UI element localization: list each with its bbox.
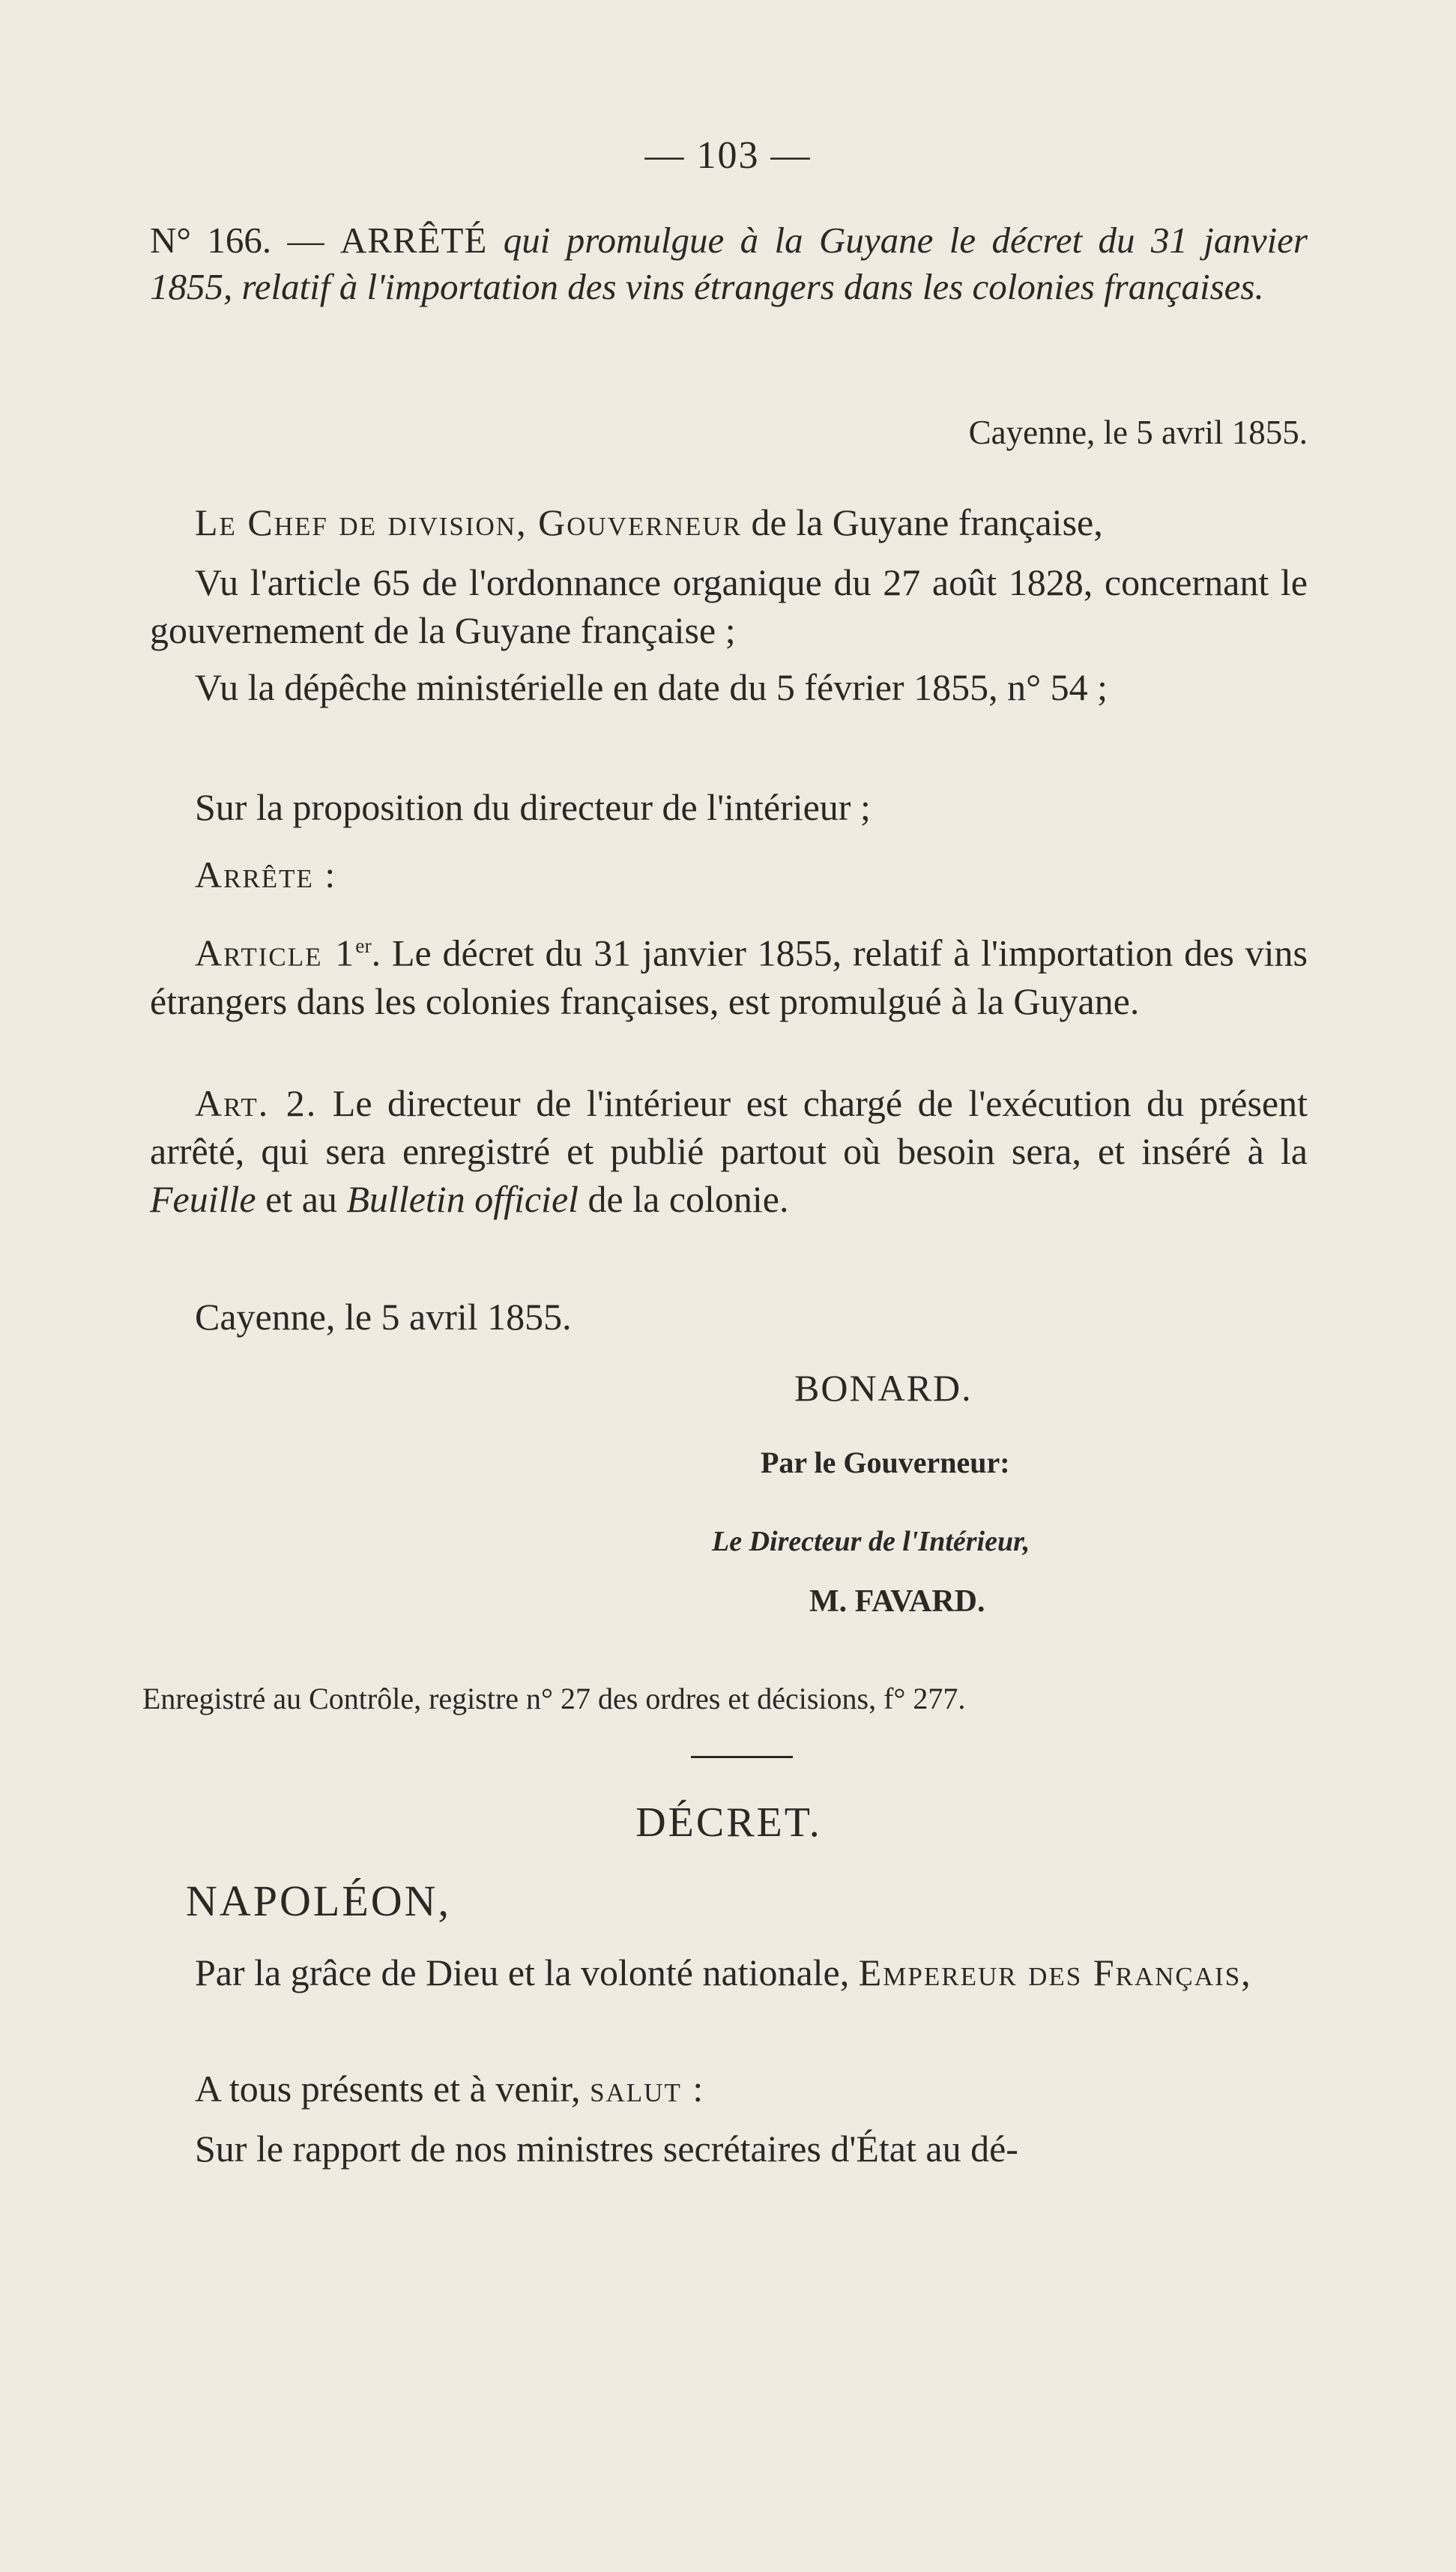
arrete-label: Arrête : (195, 854, 337, 896)
signature-bonard: BONARD. (794, 1367, 973, 1409)
closing-date: Cayenne, le 5 avril 1855. (195, 1296, 572, 1338)
article-2-text-a: Le directeur de l'intérieur est chargé de l'exécution du présent arrêté, qui sera enregistré et publié partout où besoin sera, et inséré à la (150, 1082, 1308, 1172)
par-le-gouverneur: Par le Gouverneur: (761, 1446, 1010, 1479)
empereur-title: Empereur des Français, (858, 1951, 1252, 1993)
article-1-label: Article 1 (195, 932, 356, 974)
par-la-grace-text: Par la grâce de Dieu et la volonté nationale, (195, 1951, 850, 1993)
place-date: Cayenne, le 5 avril 1855. (968, 414, 1308, 451)
title-text: qui promulgue à la Guyane le décret du 31 janvier 1855, relatif à l'importation des vins étrangers dans les colonies françaises. (150, 220, 1308, 307)
article-1-sup: er (355, 934, 372, 957)
vu-depeche: Vu la dépêche ministérielle en date du 5 février 1855, n° 54 ; (195, 666, 1108, 708)
preamble-rest: de la Guyane française, (751, 501, 1103, 543)
section-divider (691, 1756, 793, 1758)
preamble-title: Le Chef de division, Gouverneur (195, 501, 743, 543)
vu-ordonnance: Vu l'article 65 de l'ordonnance organique du 27 août 1828, concernant le gouvernement de la Guyane française ; (150, 561, 1308, 651)
title-number: N° 166. — (150, 220, 324, 261)
salut-word: salut : (590, 2068, 705, 2110)
title-arrete: ARRÊTÉ (339, 220, 488, 261)
directeur-name: M. FAVARD. (809, 1584, 985, 1619)
article-2-bulletin: Bulletin officiel (346, 1178, 579, 1220)
article-2-feuille: Feuille (150, 1178, 256, 1220)
article-1-text: . Le décret du 31 janvier 1855, relatif à l'importation des vins étrangers dans les colonies françaises, est promulgué à la Guyane. (150, 932, 1308, 1022)
sur-le-rapport: Sur le rapport de nos ministres secrétaires d'État au dé- (195, 2128, 1018, 2170)
article-1 (150, 922, 1308, 1025)
article-2-text-b: et au (265, 1178, 337, 1220)
article-2-text-c: de la colonie. (587, 1178, 789, 1220)
directeur-title: Le Directeur de l'Intérieur, (712, 1526, 1030, 1557)
sur-proposition: Sur la proposition du directeur de l'intérieur ; (195, 786, 871, 828)
decret-heading: DÉCRET. (635, 1799, 822, 1846)
napoleon-heading: NAPOLÉON, (186, 1877, 452, 1925)
article-2-label: Art. 2. (195, 1082, 318, 1124)
article-2 (150, 1079, 1308, 1223)
a-tous-presents (150, 2065, 1308, 2113)
document-title (150, 217, 1308, 310)
registration-note: Enregistré au Contrôle, registre n° 27 des ordres et décisions, f° 277. (142, 1682, 966, 1715)
preamble (150, 498, 1308, 546)
par-la-grace (150, 1948, 1308, 1996)
page-number: — 103 — (644, 134, 812, 177)
a-tous-text: A tous présents et à venir, (195, 2068, 581, 2110)
